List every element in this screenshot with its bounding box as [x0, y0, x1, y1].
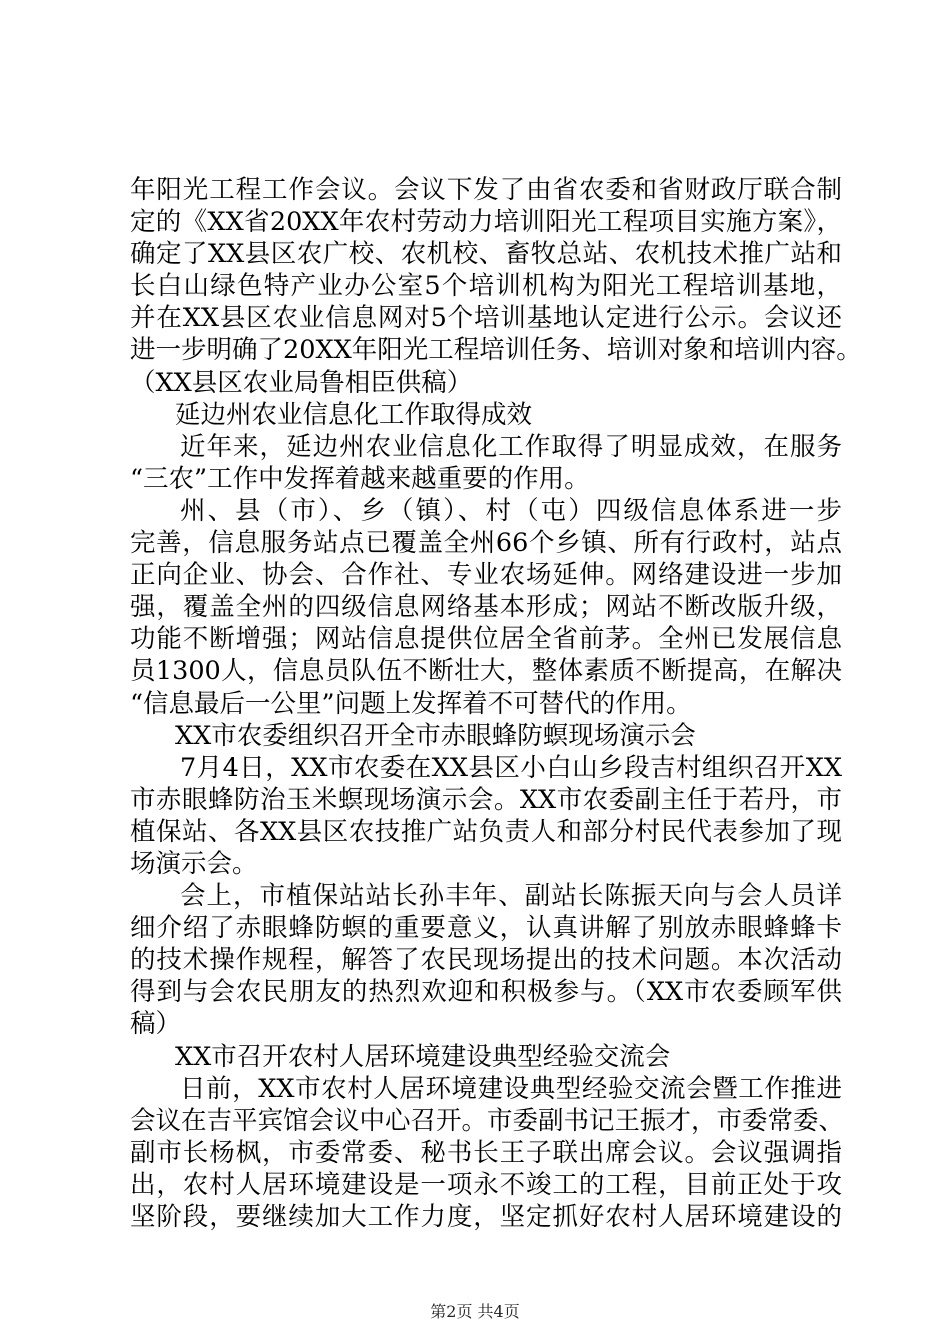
text-line: 出，农村人居环境建设是一项永不竣工的工程，目前正处于攻: [130, 1169, 842, 1200]
document-body: [130, 174, 862, 1233]
text-line: XX市农委组织召开全市赤眼蜂防螟现场演示会: [175, 720, 696, 751]
text-line: 州、县（市）、乡（镇）、村（屯）四级信息体系进一步: [180, 495, 842, 526]
text-line: 进一步明确了20XX年阳光工程培训任务、培训对象和培训内容。: [130, 335, 862, 366]
text-line: 植保站、各XX县区农技推广站负责人和部分村民代表参加了现: [130, 816, 842, 847]
text-line: 长白山绿色特产业办公室5个培训机构为阳光工程培训基地，: [130, 271, 842, 302]
text-line: 副市长杨枫，市委常委、秘书长王子联出席会议。会议强调指: [130, 1137, 842, 1168]
text-line: 稿）: [130, 1009, 182, 1040]
text-line: 会上，市植保站站长孙丰年、副站长陈振天向与会人员详: [180, 881, 842, 912]
text-line: 日前，XX市农村人居环境建设典型经验交流会暨工作推进: [180, 1073, 842, 1104]
text-line: 会议在吉平宾馆会议中心召开。市委副书记王振才，市委常委、: [130, 1105, 845, 1136]
text-line: （XX县区农业局鲁相臣供稿）: [130, 367, 473, 398]
text-line: 员1300人，信息员队伍不断壮大，整体素质不断提高，在解决: [130, 656, 842, 687]
text-line: 完善，信息服务站点已覆盖全州66个乡镇、所有行政村，站点: [130, 528, 842, 559]
text-line: 定的《XX省20XX年农村劳动力培训阳光工程项目实施方案》，: [130, 207, 842, 238]
text-line: 市赤眼蜂防治玉米螟现场演示会。XX市农委副主任于若丹，市: [130, 784, 842, 815]
text-line: “三农”工作中发挥着越来越重要的作用。: [130, 463, 590, 494]
page-footer: 第2页 共4页: [430, 1302, 520, 1321]
text-line: 得到与会农民朋友的热烈欢迎和积极参与。（XX市农委顾军供: [130, 977, 842, 1008]
text-line: 年阳光工程工作会议。会议下发了由省农委和省财政厅联合制: [130, 175, 842, 205]
text-line: 近年来，延边州农业信息化工作取得了明显成效，在服务: [180, 431, 842, 462]
text-line: 坚阶段，要继续加大工作力度，坚定抓好农村人居环境建设的: [130, 1202, 842, 1232]
text-line: 正向企业、协会、合作社、专业农场延伸。网络建设进一步加: [130, 560, 842, 591]
text-line: 延边州农业信息化工作取得成效: [175, 399, 533, 430]
text-line: 场演示会。: [130, 848, 258, 879]
text-line: “信息最后一公里”问题上发挥着不可替代的作用。: [130, 688, 692, 719]
text-line: 细介绍了赤眼蜂防螟的重要意义，认真讲解了别放赤眼蜂蜂卡: [130, 913, 842, 944]
text-line: 7月4日，XX市农委在XX县区小白山乡段吉村组织召开XX: [180, 752, 842, 783]
text-line: 确定了XX县区农广校、农机校、畜牧总站、农机技术推广站和: [130, 239, 842, 270]
text-line: XX市召开农村人居环境建设典型经验交流会: [175, 1041, 671, 1072]
text-line: 的技术操作规程，解答了农民现场提出的技术问题。本次活动: [130, 945, 842, 976]
text-line: 功能不断增强；网站信息提供位居全省前茅。全州已发展信息: [130, 624, 842, 655]
text-line: 并在XX县区农业信息网对5个培训基地认定进行公示。会议还: [130, 303, 842, 334]
text-line: 强，覆盖全州的四级信息网络基本形成；网站不断改版升级，: [130, 592, 842, 623]
